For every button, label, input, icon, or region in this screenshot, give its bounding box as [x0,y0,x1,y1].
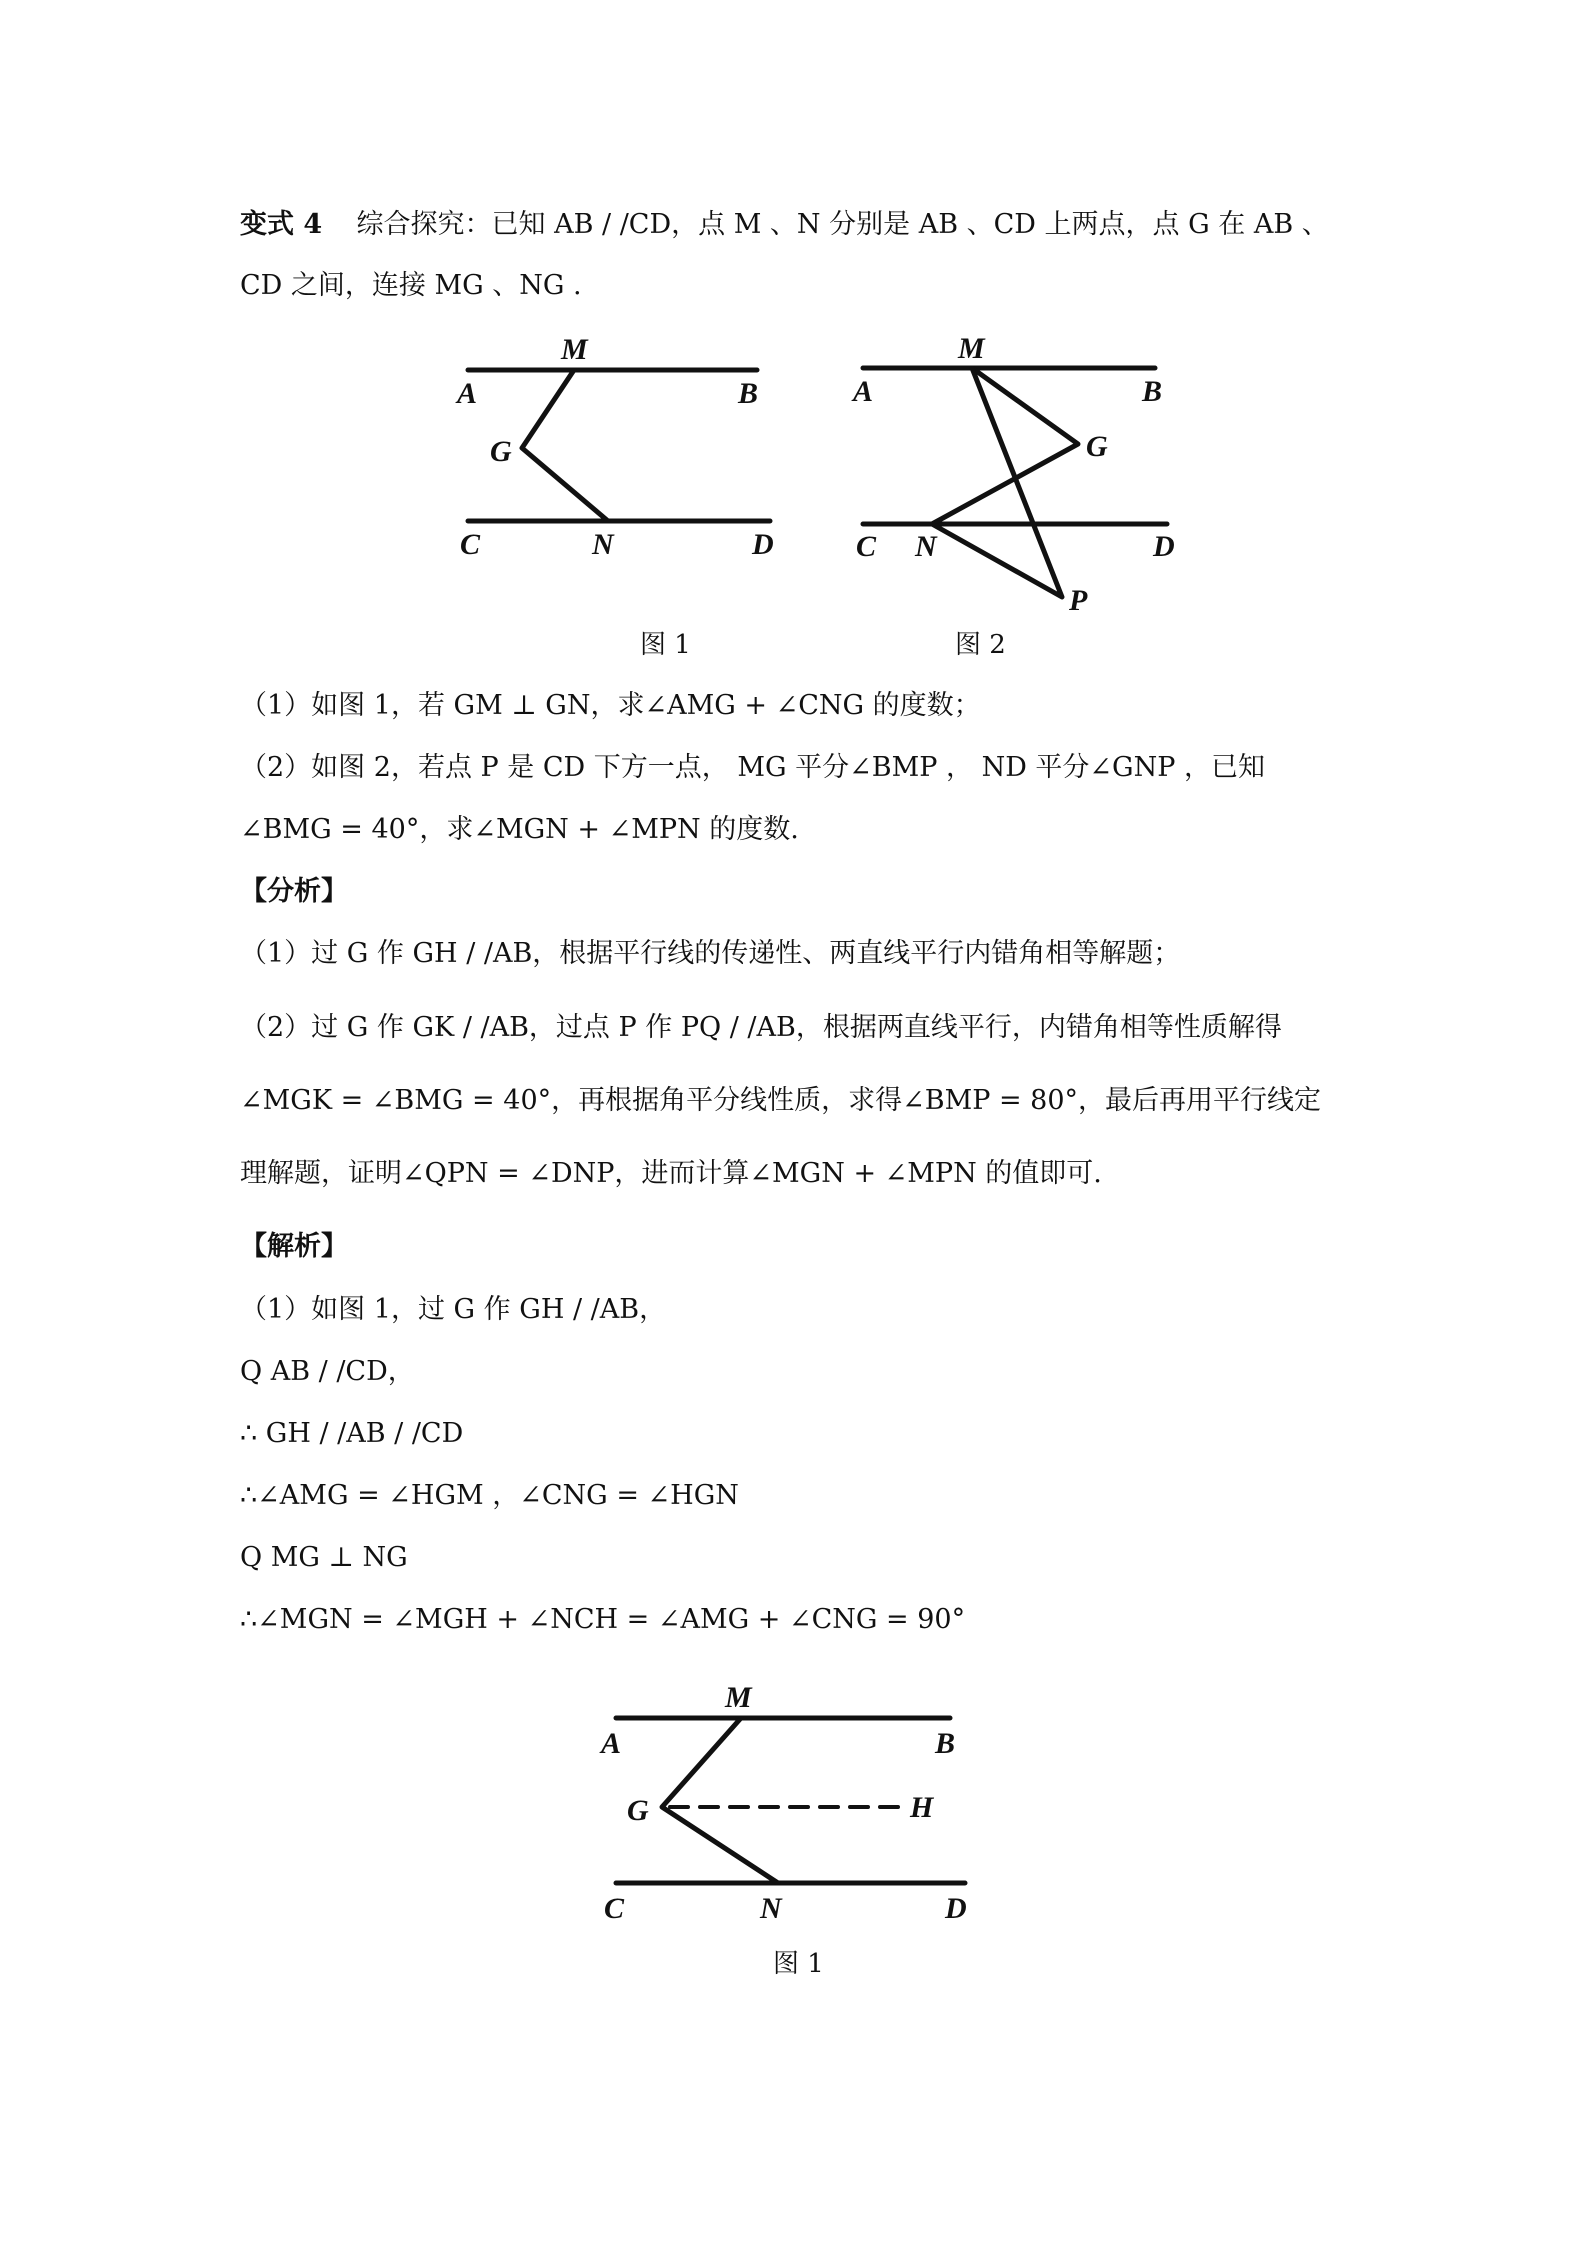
solution-line-2: Q AB / /CD， [240,1356,415,1387]
problem-line-2: CD 之间，连接 MG 、NG . [240,270,582,301]
fig2-label-a: A [853,375,874,408]
figure-3-caption: 图 1 [773,1949,824,1979]
fig2-label-c: C [856,530,877,563]
figure-3 [616,1718,965,1883]
fig3-label-a: A [601,1727,622,1760]
fig2-label-b: B [1142,375,1163,408]
fig3-label-b: B [935,1727,956,1760]
figure-2-caption: 图 2 [955,630,1006,660]
problem-text-1: 综合探究：已知 AB / /CD，点 M 、N 分别是 AB 、CD 上两点，点 G 在 AB 、 [356,209,1329,240]
fig3-label-m: M [725,1681,752,1714]
fig2-label-d: D [1153,530,1175,563]
question-1: （1）如图 1，若 GM ⊥ GN，求∠AMG + ∠CNG 的度数； [240,690,981,721]
fig3-label-c: C [604,1892,625,1925]
figure-1-caption: 图 1 [640,630,691,660]
question-2-cont: ∠BMG = 40°，求∠MGN + ∠MPN 的度数. [240,814,799,845]
solution-line-3: ∴ GH / /AB / /CD [240,1418,464,1449]
fig1-label-d: D [752,528,774,561]
analysis-line-4: 理解题，证明∠QPN = ∠DNP，进而计算∠MGN + ∠MPN 的值即可. [240,1158,1102,1189]
solution-line-4: ∴∠AMG = ∠HGM ，∠CNG = ∠HGN [240,1480,739,1511]
fig2-label-n: N [915,530,937,563]
fig3-label-d: D [945,1892,967,1925]
solution-line-5: Q MG ⊥ NG [240,1542,408,1573]
fig2-label-m: M [958,332,985,365]
fig2-path-mpn [932,368,1062,597]
question-2: （2）如图 2，若点 P 是 CD 下方一点， MG 平分∠BMP ， ND 平分∠GNP ，已知 [240,752,1265,783]
problem-line-1 [240,205,1329,245]
fig1-label-m: M [561,333,588,366]
analysis-heading: 【分析】 [240,876,348,907]
figure-2 [863,368,1167,597]
analysis-line-2: （2）过 G 作 GK / /AB，过点 P 作 PQ / /AB，根据两直线平行，内错角相等性质解得 [240,1012,1282,1043]
fig2-path-mgn [932,368,1078,524]
figure-1 [468,370,770,521]
fig1-label-c: C [460,528,481,561]
fig2-label-g: G [1086,430,1108,463]
solution-heading: 【解析】 [240,1231,348,1262]
fig1-label-n: N [592,528,614,561]
fig2-label-p: P [1069,584,1088,617]
fig3-label-h: H [910,1791,934,1824]
solution-line-1: （1）如图 1，过 G 作 GH / /AB， [240,1294,667,1325]
solution-line-6: ∴∠MGN = ∠MGH + ∠NCH = ∠AMG + ∠CNG = 90° [240,1604,966,1635]
fig1-label-a: A [457,377,478,410]
analysis-line-1: （1）过 G 作 GH / /AB，根据平行线的传递性、两直线平行内错角相等解题； [240,938,1181,969]
analysis-line-3: ∠MGK = ∠BMG = 40°，再根据角平分线性质，求得∠BMP = 80°，最后再用平行线定 [240,1085,1322,1116]
fig1-label-b: B [738,377,759,410]
fig1-label-g: G [490,435,512,468]
problem-label: 变式 4 [240,209,323,240]
fig1-path-mgn [522,370,608,521]
fig3-label-n: N [760,1892,782,1925]
fig3-path-mgn [662,1718,778,1883]
fig3-label-g: G [627,1794,649,1827]
